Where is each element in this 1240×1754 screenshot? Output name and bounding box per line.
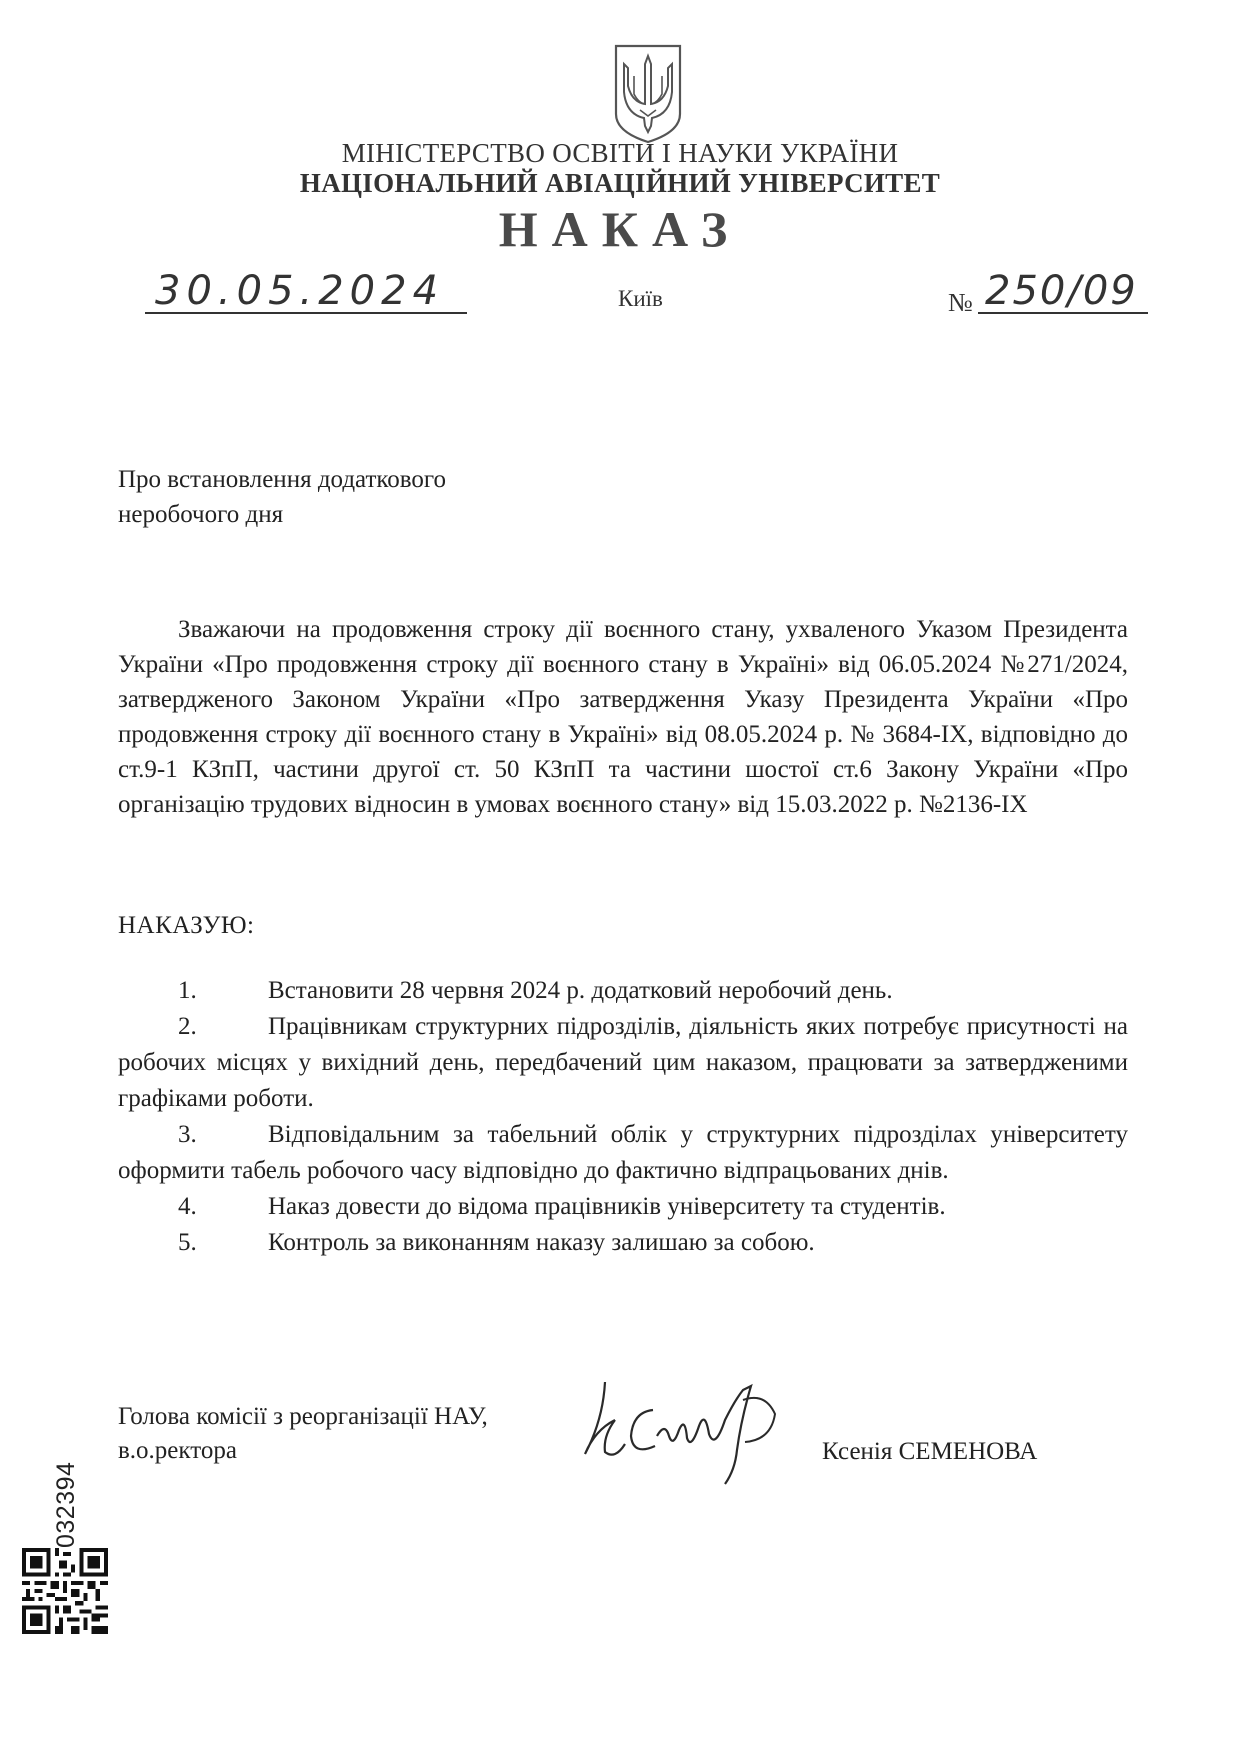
number-underline: [978, 312, 1148, 314]
preamble-paragraph: Зважаючи на продовження строку дії воєнного стану, ухваленого Указом Президента України «Про продовження строку дії воєнного стану в Україні» від 06.05.2024 №271/2024, затвердженого Законом України «Про затвердження Указу Президента України «Про продовження строку дії воєнного стану в Україні» від 08.05.2024 р. № 3684-IX, відповідно до ст.9-1 КЗпП, частини другої ст. 50 КЗпП та частини шостої ст.6 Закону України «Про організацію трудових відносин в умовах воєнного стану» від 15.03.2022 р. №2136-IX: [118, 616, 1128, 818]
document-type-title: НАКАЗ: [498, 201, 742, 257]
item-number: 1.: [178, 977, 197, 1004]
signatory-title-line-2: в.о.ректора: [118, 1437, 237, 1464]
item-text: Наказ довести до відома працівників університету та студентів.: [268, 1193, 946, 1220]
item-number: 3.: [178, 1121, 197, 1148]
document-code: 032394: [52, 1461, 80, 1548]
item-text: Відповідальним за табельний облік у структурних підрозділах університету оформити табель робочого часу відповідно до фактично відпрацьованих днів.: [118, 1121, 1128, 1184]
subject-line-1: Про встановлення додаткового: [118, 466, 447, 493]
handwritten-signature: [575, 1370, 795, 1490]
order-items-list: [118, 973, 1128, 1261]
order-number: 250/09: [985, 268, 1138, 314]
signatory-title-line-1: Голова комісії з реорганізації НАУ,: [118, 1403, 488, 1430]
item-text: Працівникам структурних підрозділів, діяльність яких потребує присутності на робочих місцях у вихідний день, передбачений цим наказом, працювати за затвердженими графіками роботи.: [118, 1013, 1128, 1112]
list-item: [118, 1009, 1128, 1117]
number-sign: №: [948, 288, 973, 317]
list-item: [118, 1117, 1128, 1189]
signatory-title: [118, 1400, 488, 1468]
order-subject: [118, 462, 638, 532]
ministry-name: МІНІСТЕРСТВО ОСВІТИ І НАУКИ УКРАЇНИ: [341, 138, 899, 168]
city-name: Київ: [618, 286, 663, 311]
order-date: 30.05.2024: [155, 268, 445, 314]
subject-line-2: неробочого дня: [118, 501, 284, 528]
list-item: [118, 1189, 1128, 1225]
list-item: [118, 1225, 1128, 1261]
signatory-name: Ксенія СЕМЕНОВА: [822, 1438, 1038, 1465]
list-item: [118, 973, 1128, 1009]
qr-code-icon: [22, 1548, 108, 1634]
order-heading: НАКАЗУЮ:: [118, 912, 255, 939]
item-number: 5.: [178, 1229, 197, 1256]
trident-emblem-icon: [612, 42, 684, 144]
item-text: Контроль за виконанням наказу залишаю за собою.: [268, 1229, 815, 1256]
date-underline: [145, 312, 467, 314]
item-number: 2.: [178, 1013, 197, 1040]
item-text: Встановити 28 червня 2024 р. додатковий неробочий день.: [268, 977, 893, 1004]
item-number: 4.: [178, 1193, 197, 1220]
university-name: НАЦІОНАЛЬНИЙ АВІАЦІЙНИЙ УНІВЕРСИТЕТ: [299, 168, 941, 198]
